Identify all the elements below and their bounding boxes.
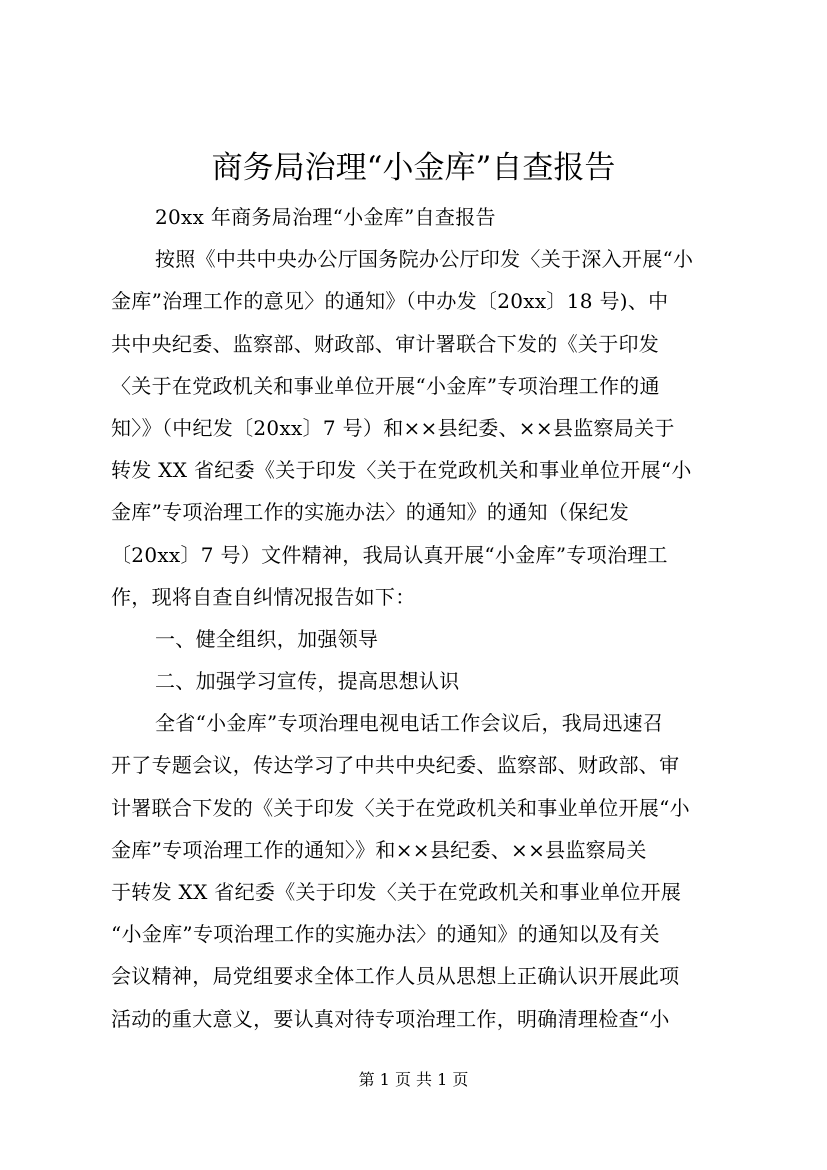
- paragraph-line: 按照《中共中央办公厅国务院办公厅印发〈关于深入开展“小: [155, 247, 694, 272]
- paragraph-line: 〔20xx〕7 号）文件精神，我局认真开展“小金库”专项治理工: [111, 542, 668, 567]
- document-body: [111, 196, 723, 1040]
- paragraph-line: 活动的重大意义，要认真对待专项治理工作，明确清理检查“小: [111, 1006, 670, 1031]
- paragraph-line: “小金库”专项治理工作的实施办法〉的通知》的通知以及有关: [111, 922, 660, 947]
- paragraph-line: 〈关于在党政机关和事业单位开展“小金库”专项治理工作的通: [111, 373, 660, 398]
- paragraph-line: 共中央纪委、监察部、财政部、审计署联合下发的《关于印发: [111, 331, 660, 356]
- paragraph-line: 全省“小金库”专项治理电视电话工作会议后，我局迅速召: [155, 711, 664, 736]
- paragraph-line: 作，现将自查自纠情况报告如下：: [111, 584, 416, 609]
- paragraph-line: 开了专题会议，传达学习了中共中央纪委、监察部、财政部、审: [111, 753, 680, 778]
- paragraph-line: 转发 XX 省纪委《关于印发〈关于在党政机关和事业单位开展“小: [111, 458, 692, 483]
- paragraph-line: 金库”治理工作的意见〉的通知》（中办发〔20xx〕18 号)、中: [111, 289, 669, 314]
- paragraph-line: 知〉》（中纪发〔20xx〕7 号）和××县纪委、××县监察局关于: [111, 415, 675, 440]
- section-heading: 一、健全组织，加强领导: [155, 626, 379, 651]
- page-footer: 第 1 页 共 1 页: [358, 1070, 469, 1089]
- section-heading: 二、加强学习宣传，提高思想认识: [155, 669, 460, 694]
- document-title: 商务局治理“小金库”自查报告: [211, 150, 616, 186]
- paragraph-line: 于转发 XX 省纪委《关于印发〈关于在党政机关和事业单位开展: [111, 880, 682, 904]
- paragraph-line: 计署联合下发的《关于印发〈关于在党政机关和事业单位开展“小: [111, 795, 690, 820]
- paragraph-line: 金库”专项治理工作的实施办法〉的通知》的通知（保纪发: [111, 500, 630, 525]
- subtitle-line: 20xx 年商务局治理“小金库”自查报告: [155, 205, 496, 229]
- paragraph-line: 金库”专项治理工作的通知〉》和××县纪委、××县监察局关: [111, 837, 647, 862]
- paragraph-line: 会议精神，局党组要求全体工作人员从思想上正确认识开展此项: [111, 964, 680, 989]
